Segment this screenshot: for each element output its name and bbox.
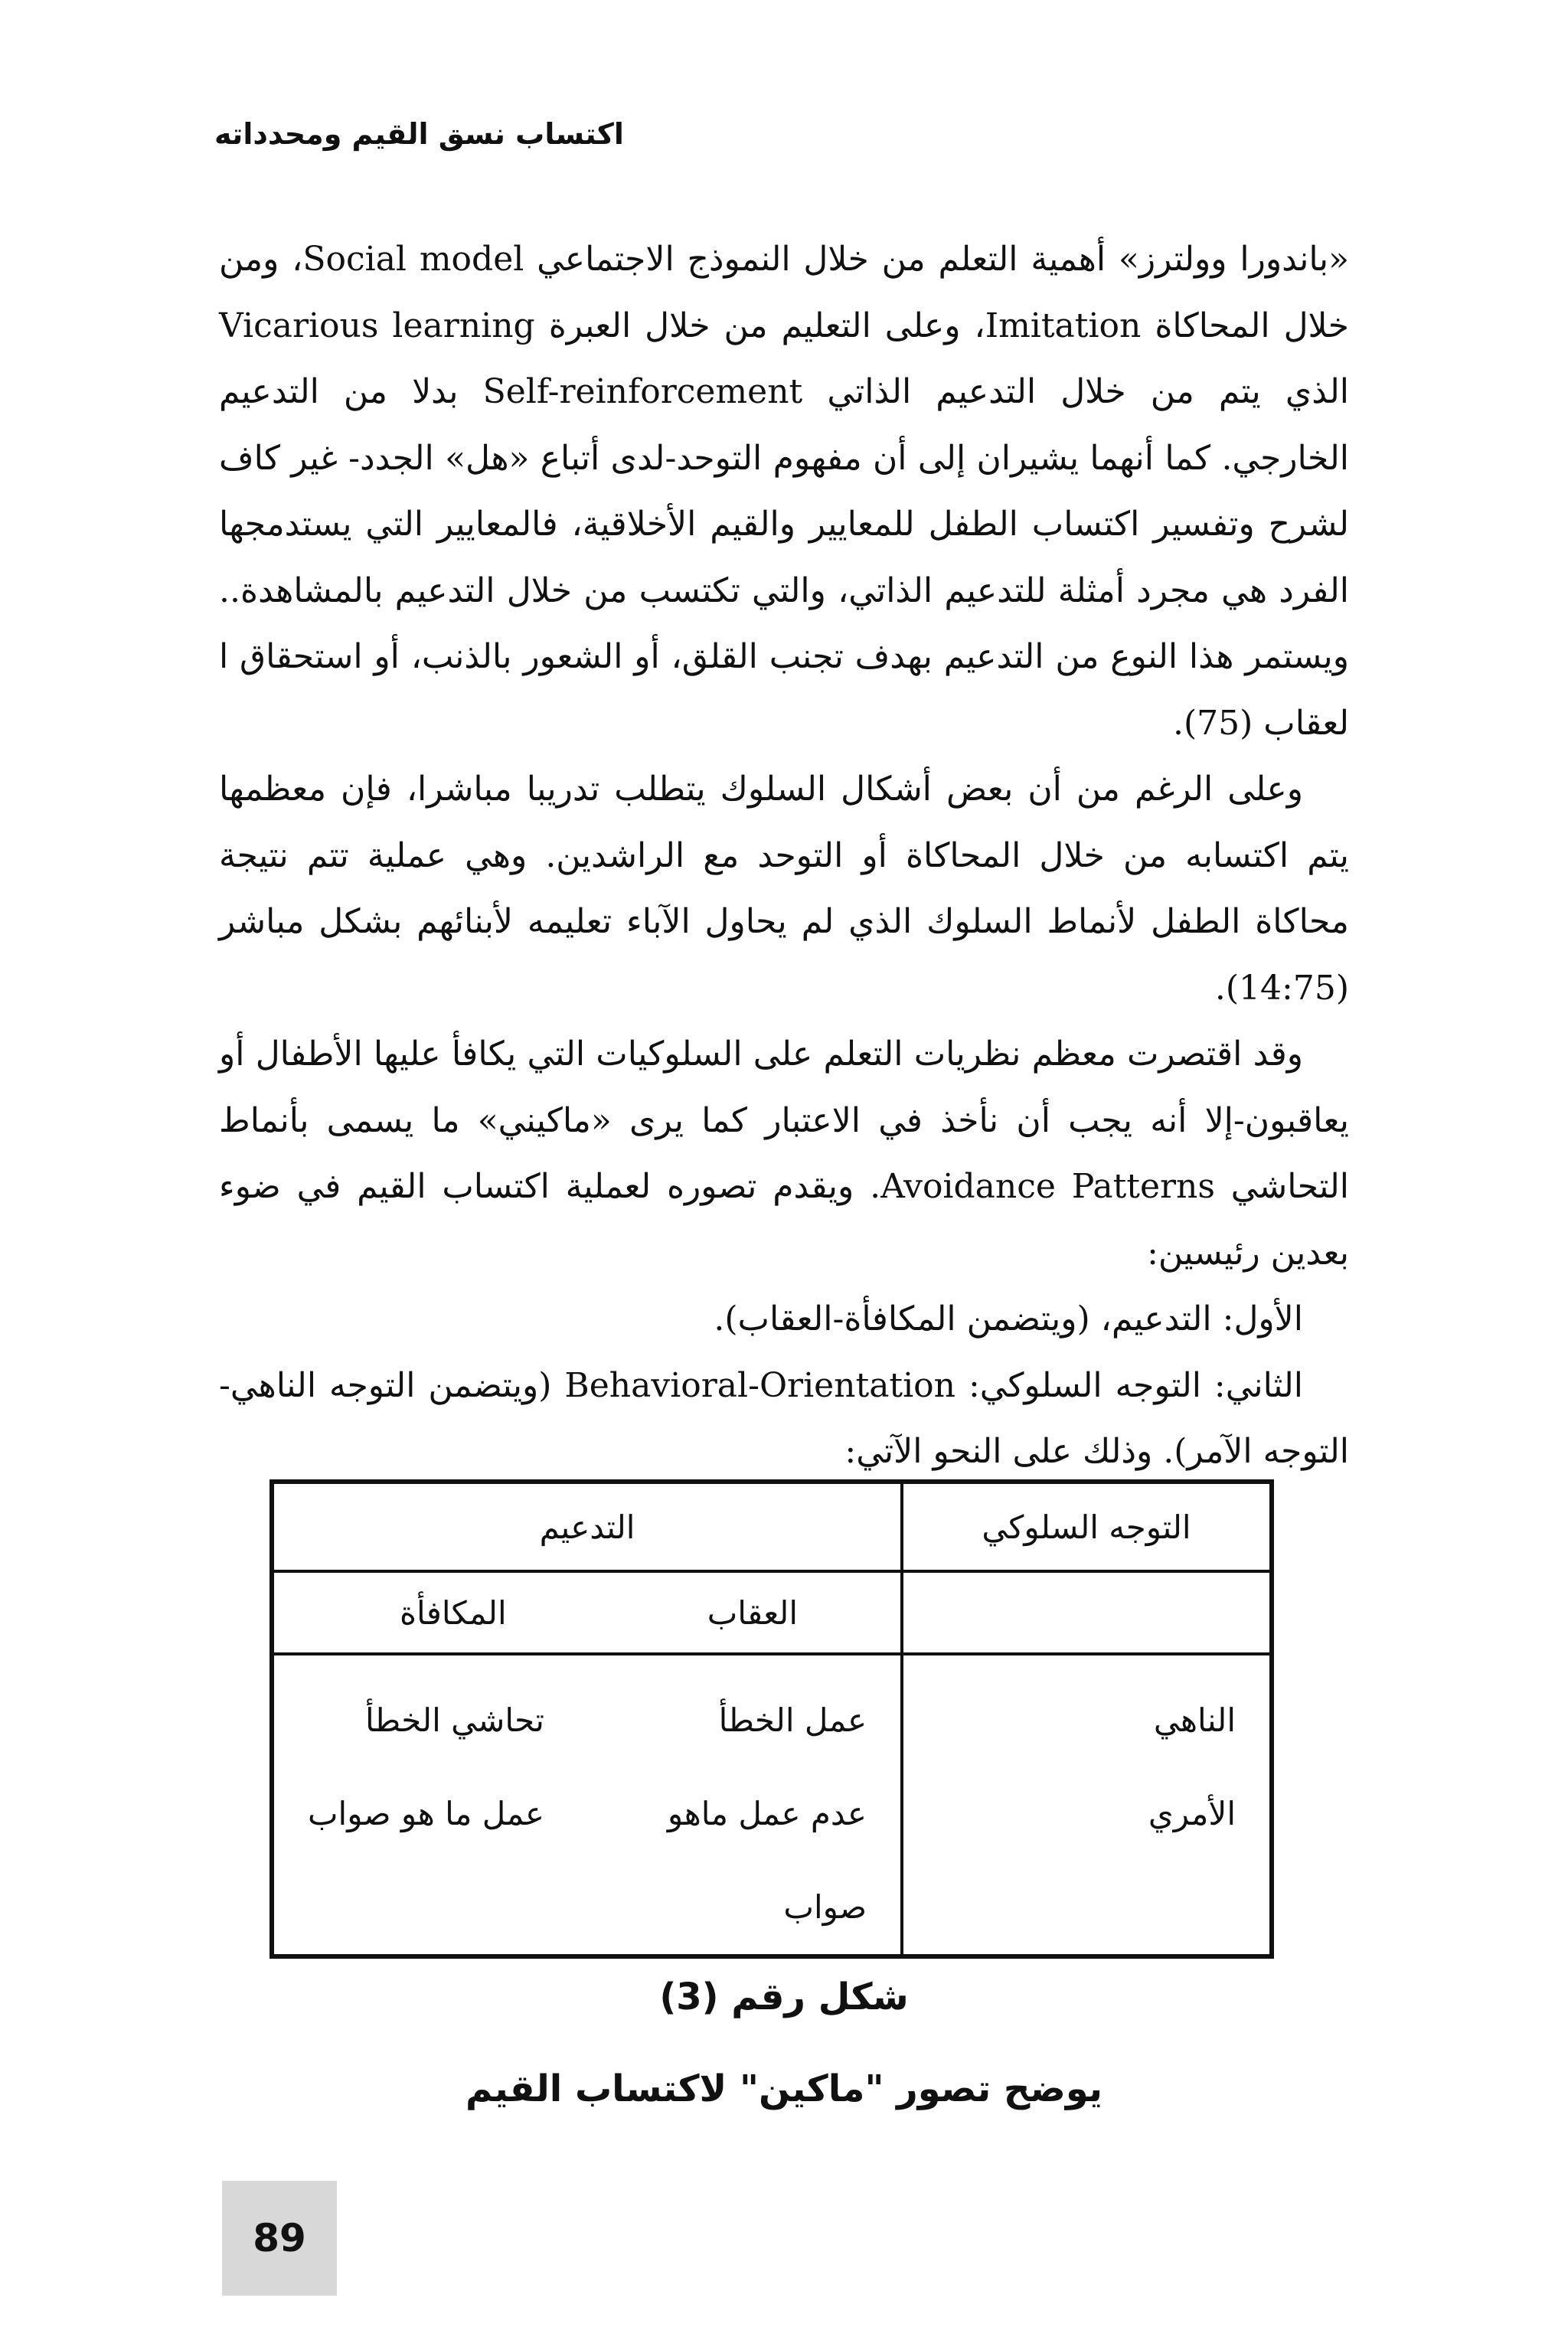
punishment-item: صواب [783, 1888, 867, 1926]
subheader-reward: المكافأة [400, 1593, 507, 1632]
paragraph: وقد اقتصرت معظم نظريات التعلم على السلوكيات التي يكافأ عليها الأطفال أو يعاقبون-إلا أنه يجب أن نأخذ في الاعتبار كما يرى «ماكيني» ما يسمى بأنماط التحاشي Avoidance Patterns. ويقدم تصوره لعملية اكتساب القيم في ضوء بعدين رئيسين: [219, 1034, 1350, 1273]
body-text [219, 227, 1349, 1486]
punishment-column [668, 1674, 867, 1954]
subheader-row [272, 1571, 902, 1654]
orientation-imperative: الأمري [1148, 1795, 1236, 1832]
paragraph: «باندورا وولترز» أهمية التعلم من خلال النموذج الاجتماعي Social model، ومن خلال المحاكاة Imitation، وعلى التعليم من خلال العبرة Vicarious learning الذي يتم من خلال التدعيم الذاتي Self-reinforcement بدلا من التدعيم الخارجي. كما أنهما يشيران إلى أن مفهوم التوحد-لدى أتباع «هل» الجدد- غير كاف لشرح وتفسير اكتساب الطفل للمعايير والقيم الأخلاقية، فالمعايير التي يستدمجها الفرد هي مجرد أمثلة للتدعيم الذاتي، والتي تكتسب من خلال التدعيم بالمشاهدة.. ويستمر هذا النوع من التدعيم بهدف تجنب القلق، أو الشعور بالذنب، أو استحقاق ا لعقاب (75). [219, 240, 1349, 743]
subheader-punishment: العقاب [707, 1593, 798, 1632]
paragraph: الأول: التدعيم، (ويتضمن المكافأة-العقاب). [714, 1299, 1303, 1338]
running-header: اكتساب نسق القيم ومحدداته [214, 117, 624, 151]
reinforcement-cell [272, 1654, 902, 1956]
figure-title: يوضح تصور "ماكين" لاكتساب القيم [465, 2067, 1103, 2110]
reward-column [308, 1674, 544, 1954]
subheader-pair [308, 1594, 867, 1632]
punishment-item: عدم عمل ماهو [667, 1795, 867, 1832]
paragraph: الثاني: التوجه السلوكي: Behavioral-Orientation (ويتضمن التوجه الناهي- التوجه الآمر). وذلك على النحو الآتي: [219, 1365, 1349, 1471]
page-number: 89 [222, 2181, 337, 2296]
reward-item: عمل ما هو صواب [308, 1795, 544, 1832]
header-orientation [902, 1482, 1272, 1571]
figure-table [270, 1479, 1274, 1959]
paragraph: وعلى الرغم من أن بعض أشكال السلوك يتطلب تدريبا مباشرا، فإن معظمها يتم اكتسابه من خلال المحاكاة أو التوحد مع الراشدين. وهي عملية تتم نتيجة محاكاة الطفل لأنماط السلوك الذي لم يحاول الآباء تعليمه لأبنائهم بشكل مباشر (14:75). [219, 770, 1349, 1008]
header-reinforcement-label: التدعيم [539, 1508, 635, 1546]
punishment-item: عمل الخطأ [718, 1701, 867, 1739]
header-orientation-label: التوجه السلوكي [982, 1508, 1191, 1546]
reward-item: تحاشي الخطأ [364, 1701, 544, 1739]
orientation-cell [902, 1654, 1272, 1956]
empty-cell [902, 1571, 1272, 1654]
figure-label: شكل رقم (3) [659, 1976, 909, 2018]
reinforcement-columns [308, 1674, 867, 1954]
orientation-prohibitive: الناهي [1153, 1701, 1236, 1739]
header-reinforcement [272, 1482, 902, 1571]
